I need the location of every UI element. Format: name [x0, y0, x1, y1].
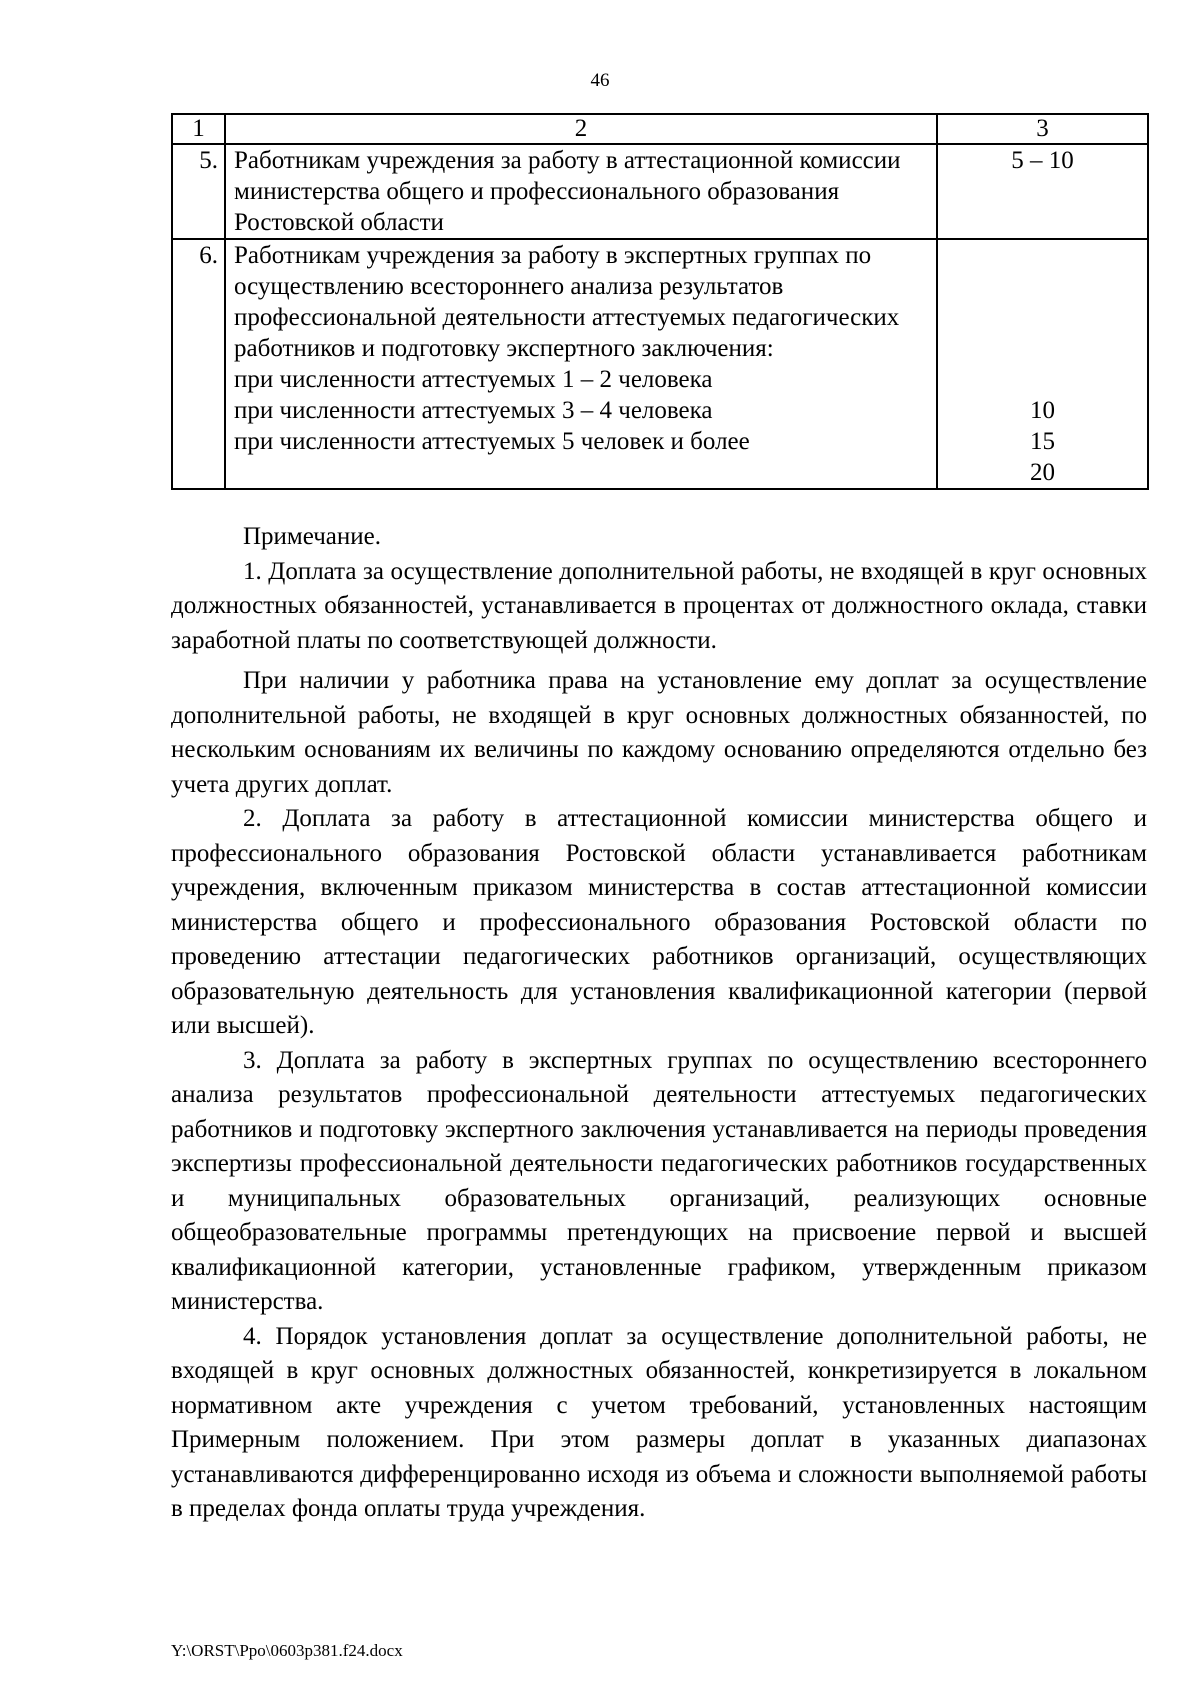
row-description	[225, 239, 937, 489]
sub-item-value: 10	[1030, 397, 1055, 424]
note-paragraph: При наличии у работника права на установление ему доплат за осуществление дополнительной работы, не входящей в круг основных должностных обязанностей, по нескольким основаниям их величины по каждому основанию определяются отдельно без учета других доплат.	[171, 667, 1147, 798]
table-row	[172, 239, 1148, 489]
header-col-3: 3	[937, 114, 1148, 144]
file-path-footer: Y:\ORST\Ppo\0603p381.f24.docx	[171, 1641, 403, 1660]
note-paragraph: 4. Порядок установления доплат за осуществление дополнительной работы, не входящей в круг основных должностных обязанностей, конкретизируется в локальном нормативном акте учреждения с учетом требований, установленных настоящим Примерным положением. При этом размеры доплат в указанных диапазонах устанавливаются дифференцированно исходя из объема и сложности выполняемой работы в пределах фонда оплаты труда учреждения.	[171, 1322, 1147, 1522]
page-number: 46	[590, 70, 610, 91]
sub-item-value: 20	[1030, 459, 1055, 486]
sub-item-value: 15	[1030, 428, 1055, 455]
row-number: 5.	[172, 144, 225, 239]
table-row	[172, 144, 1148, 239]
row-values	[937, 239, 1148, 489]
row-description: Работникам учреждения за работу в аттестационной комиссии министерства общего и профессионального образования Ростовской области	[225, 144, 937, 239]
sub-item-text: при численности аттестуемых 1 – 2 человека	[234, 366, 713, 393]
note-paragraph: 1. Доплата за осуществление дополнительной работы, не входящей в круг основных должностных обязанностей, устанавливается в процентах от должностного оклада, ставки заработной платы по соответствующей должности.	[171, 557, 1147, 654]
note-title: Примечание.	[243, 523, 382, 550]
table-header-row	[172, 114, 1148, 144]
note-paragraph: 3. Доплата за работу в экспертных группах по осуществлению всестороннего анализа результатов профессиональной деятельности аттестуемых педагогических работников и подготовку экспертного заключения устанавливается на периоды проведения экспертизы профессиональной деятельности педагогических работников государственных и муниципальных образовательных организаций, реализующих основные общеобразовательные программы претендующих на присвоение первой и высшей квалификационной категории, установленные графиком, утвержденным приказом министерства.	[171, 1046, 1147, 1315]
sub-item-text: при численности аттестуемых 5 человек и более	[234, 428, 750, 455]
header-col-1: 1	[172, 114, 225, 144]
sub-item-text: при численности аттестуемых 3 – 4 человека	[234, 397, 713, 424]
header-col-2: 2	[225, 114, 937, 144]
row-description-main: Работникам учреждения за работу в экспертных группах по осуществлению всестороннего анализа результатов профессиональной деятельности аттестуемых педагогических работников и подготовку экспертного заключения:	[234, 242, 900, 362]
row-number: 6.	[172, 239, 225, 489]
row-value: 5 – 10	[937, 144, 1148, 239]
note-section	[171, 520, 1147, 1527]
note-paragraph: 2. Доплата за работу в аттестационной комиссии министерства общего и профессионального образования Ростовской области устанавливается работникам учреждения, включенным приказом министерства в состав аттестационной комиссии министерства общего и профессионального образования Ростовской области по проведению аттестации педагогических работников организаций, осуществляющих образовательную деятельность для установления квалификационной категории (первой или высшей).	[171, 805, 1147, 1039]
allowance-table	[171, 113, 1149, 490]
